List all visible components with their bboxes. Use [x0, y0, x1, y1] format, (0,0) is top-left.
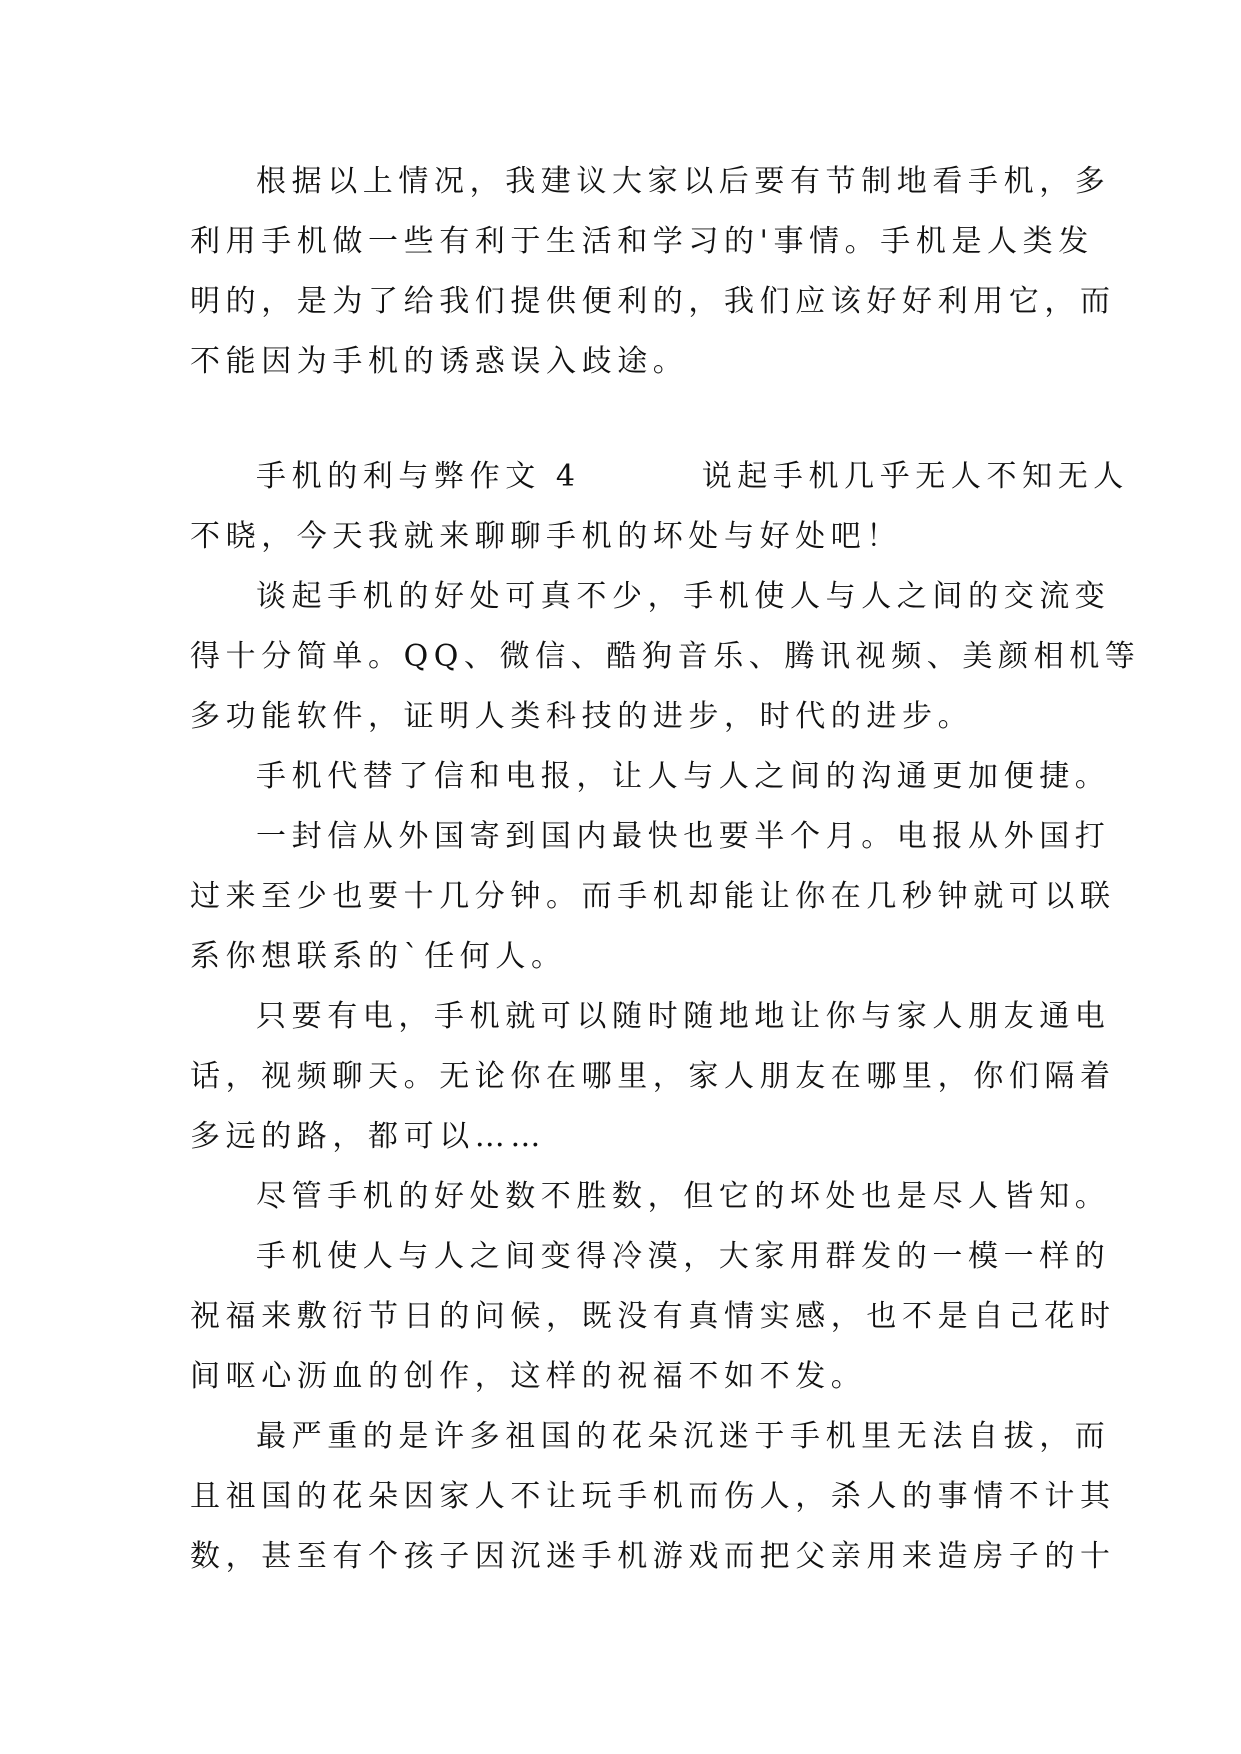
paragraph-line: 间呕心沥血的创作，这样的祝福不如不发。	[190, 1359, 867, 1394]
paragraph-line: 系你想联系的`任何人。	[190, 939, 567, 974]
section-heading-line: 手机的利与弊作文 4 说起手机几乎无人不知无人	[256, 459, 1129, 494]
paragraph-line: 祝福来敷衍节日的问候，既没有真情实感，也不是自己花时	[190, 1299, 1116, 1334]
paragraph-line: 多远的路，都可以……	[190, 1119, 546, 1154]
paragraph-line: 得十分简单。QQ、微信、酷狗音乐、腾讯视频、美颜相机等	[190, 639, 1141, 674]
paragraph-line: 最严重的是许多祖国的花朵沉迷于手机里无法自拔，而	[256, 1419, 1111, 1454]
paragraph-line: 一封信从外国寄到国内最快也要半个月。电报从外国打	[256, 819, 1111, 854]
paragraph-line: 根据以上情况，我建议大家以后要有节制地看手机，多	[256, 164, 1111, 199]
paragraph-line: 利用手机做一些有利于生活和学习的'事情。手机是人类发	[190, 224, 1094, 259]
paragraph-line: 多功能软件，证明人类科技的进步，时代的进步。	[190, 699, 974, 734]
paragraph-line: 数，甚至有个孩子因沉迷手机游戏而把父亲用来造房子的十	[190, 1539, 1116, 1574]
paragraph-line: 且祖国的花朵因家人不让玩手机而伤人，杀人的事情不计其	[190, 1479, 1116, 1514]
paragraph-line: 话，视频聊天。无论你在哪里，家人朋友在哪里，你们隔着	[190, 1059, 1116, 1094]
paragraph-line: 只要有电，手机就可以随时随地地让你与家人朋友通电	[256, 999, 1111, 1034]
paragraph-line: 过来至少也要十几分钟。而手机却能让你在几秒钟就可以联	[190, 879, 1116, 914]
paragraph-line: 明的，是为了给我们提供便利的，我们应该好好利用它，而	[190, 284, 1116, 319]
paragraph-line: 不晓，今天我就来聊聊手机的坏处与好处吧！	[190, 519, 902, 554]
paragraph-line: 谈起手机的好处可真不少，手机使人与人之间的交流变	[256, 579, 1111, 614]
paragraph-line: 手机代替了信和电报，让人与人之间的沟通更加便捷。	[256, 759, 1111, 794]
paragraph-line: 手机使人与人之间变得冷漠，大家用群发的一模一样的	[256, 1239, 1111, 1274]
paragraph-line: 不能因为手机的诱惑误入歧途。	[190, 344, 689, 379]
paragraph-line: 尽管手机的好处数不胜数，但它的坏处也是尽人皆知。	[256, 1179, 1111, 1214]
